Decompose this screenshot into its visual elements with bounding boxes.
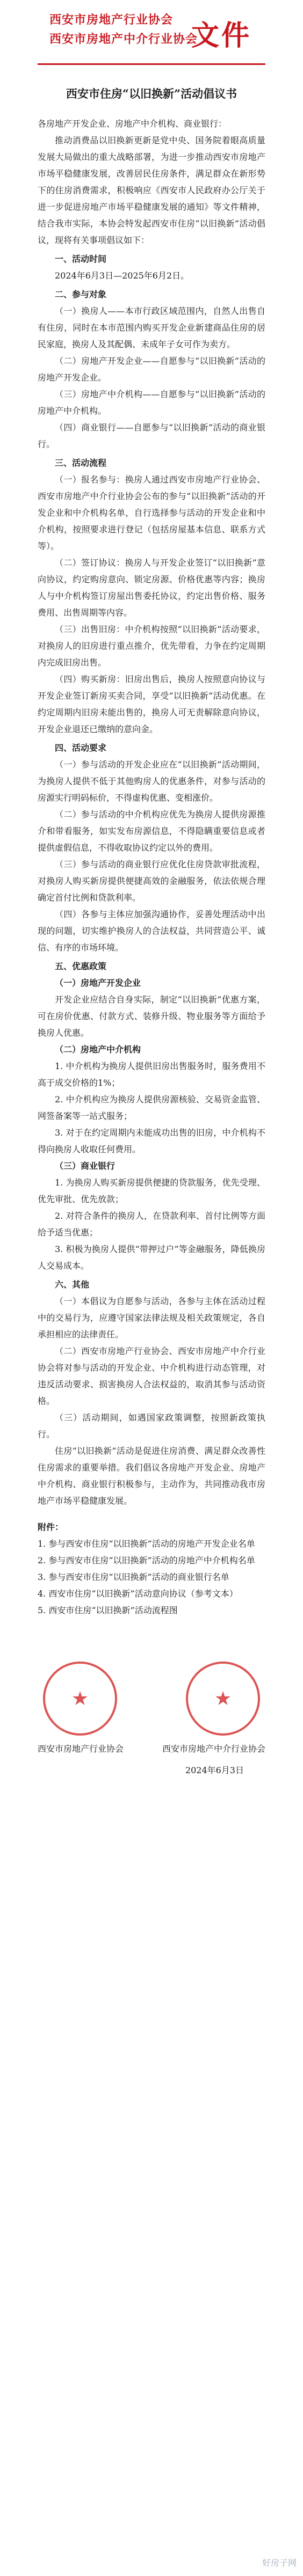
attachment-item: 1. 参与西安市住房“以旧换新”活动的房地产开发企业名单 [38,1539,255,1549]
body-paragraph: （一）报名参与：换房人通过西安市房地产行业协会、西安市房地产中介行业协会公布的参与“以旧换新”活动的开发企业和中介机构名单，自行选择参与活动的开发企业和中介机构，按照要求进行登记（包括房屋基本信息、联系方式等）。 [38,474,265,551]
seal-right-icon: ★ [186,1662,260,1736]
section-heading: 三、活动流程 [55,458,107,468]
body-paragraph: （一）换房人——本市行政区域范围内，自然人出售自有住房，同时在本市范围内购买开发企业新建商品住房的居民家庭，换房人及其配偶、未成年子女可作为卖方。 [38,306,265,349]
body-paragraph: （三）参与活动的商业银行应优化住房贷款审批流程，对换房人购买新房提供便捷高效的金融服务，依法依规合理确定首付比例和贷款利率。 [38,859,265,903]
body-paragraph: 1. 为换房人购买新房提供便捷的贷款服务，优先受理、优先审批、优先放款； [38,1177,265,1204]
signature-right: 西安市房地产中介行业协会 [162,1744,265,1754]
salutation: 各房地产开发企业、房地产中介机构、商业银行： [38,119,227,129]
body-paragraph: （四）商业银行——自愿参与“以旧换新”活动的商业银行。 [38,422,265,449]
body-paragraph: 3. 积极为换房人提供“带押过户”等金融服务，降低换房人交易成本。 [38,1244,265,1271]
signature-date: 2024年6月3日 [185,1765,244,1775]
attachments [38,1519,265,1619]
body-paragraph: （四）购买新房：旧房出售后，换房人按照意向协议与开发企业签订新房买卖合同，享受“以旧换新”活动优惠。在约定周期内旧房未能出售的，换房人可无责解除意向协议，开发企业退还已缴纳的意向金。 [38,674,265,734]
masthead-org-2: 西安市房地产中介行业协会 [49,32,198,46]
attachment-item: 5. 西安市住房“以旧换新”活动流程图 [38,1605,178,1615]
signature-area [38,1640,265,1801]
document-masthead [38,0,265,65]
masthead-doc-word: 文件 [191,19,251,52]
body-paragraph: （二）房地产开发企业——自愿参与“以旧换新”活动的房地产开发企业。 [38,356,265,383]
body-paragraph: 2. 对符合条件的换房人，在贷款利率、首付比例等方面给予适当优惠； [38,1211,265,1238]
section-heading: 四、活动要求 [55,743,107,753]
body-paragraph: 住房“以旧换新”活动是促进住房消费、满足群众改善性住房需求的重要举措。我们倡议各房地产开发企业、房地产中介机构、商业银行积极参与，主动作为，共同推动我市房地产市场平稳健康发展。 [38,1446,265,1506]
body-paragraph: （二）签订协议：换房人与开发企业签订“以旧换新”意向协议，约定购房意向、锁定房源、价格优惠等内容；换房人与中介机构签订房屋出售委托协议，约定出售价格、服务费用、出售周期等内容。 [38,558,265,618]
attachment-item: 2. 参与西安市住房“以旧换新”活动的房地产中介机构名单 [38,1555,255,1565]
seal-left-icon: ★ [43,1662,117,1736]
attachments-heading: 附件： [38,1522,64,1532]
subsection-heading: （一）房地产开发企业 [55,978,141,988]
section-heading: 五、优惠政策 [55,961,107,971]
body-paragraph: （三）房地产中介机构——自愿参与“以旧换新”活动的房地产中介机构。 [38,389,265,416]
attachment-item: 3. 参与西安市住房“以旧换新”活动的商业银行名单 [38,1572,229,1582]
attachments-list [38,1535,265,1619]
section-heading: 二、参与对象 [55,289,107,299]
signature-left: 西安市房地产行业协会 [38,1744,124,1754]
document-title: 西安市住房“以旧换新”活动倡议书 [66,87,237,100]
body-paragraph: 推动消费品以旧换新更新是党中央、国务院着眼高质量发展大局做出的重大战略部署，为进一步推动西安市房地产市场平稳健康发展，改善居民住房条件，满足群众在新形势下的住房消费需求，积极响应《西安市人民政府办公厅关于进一步促进房地产市场平稳健康发展的通知》等文件精神，结合我市实际，本协会特发起西安市住房“以旧换新”活动倡议，现将有关事项倡议如下： [38,135,265,245]
body-paragraph: （四）各参与主体应加强沟通协作，妥善处理活动中出现的问题，切实维护换房人的合法权益，共同营造公平、诚信、有序的市场环境。 [38,909,265,953]
body-paragraph: （三）活动期间，如遇国家政策调整，按照新政策执行。 [38,1413,265,1439]
attachment-item: 4. 西安市住房“以旧换新”活动意向协议（参考文本） [38,1589,238,1599]
section-heading: 六、其他 [55,1279,90,1290]
body-paragraph: 1. 中介机构为换房人提供旧房出售服务时，服务费用不高于成交价格的1%； [38,1061,265,1088]
masthead-org-1: 西安市房地产行业协会 [49,13,174,27]
section-heading: 一、活动时间 [55,254,107,264]
body-paragraph: 开发企业应结合自身实际，制定“以旧换新”优惠方案，可在房价优惠、付款方式、装修升级、物业服务等方面给予换房人优惠。 [38,994,265,1038]
body-paragraph: 2. 中介机构应为换房人提供房源核验、交易资金监管、网签备案等一站式服务； [38,1094,265,1121]
document-body [38,115,265,1509]
body-paragraph: 2024年6月3日—2025年6月2日。 [55,270,190,281]
body-paragraph: （三）出售旧房：中介机构按照“以旧换新”活动要求，对换房人的旧房进行重点推介，优先带看，力争在约定周期内完成旧房出售。 [38,624,265,668]
subsection-heading: （二）房地产中介机构 [55,1044,141,1055]
body-paragraph: （一）参与活动的开发企业应在“以旧换新”活动期间，为换房人提供不低于其他购房人的优惠条件，对参与活动的房源实行明码标价，不得虚构优惠、变相涨价。 [38,759,265,803]
subsection-heading: （三）商业银行 [55,1161,116,1171]
watermark: 好房子网 [262,2558,297,2568]
body-paragraph: 3. 对于在约定周期内未能成功出售的旧房，中介机构不得向换房人收取任何费用。 [38,1128,265,1154]
body-paragraph: （一）本倡议为自愿参与活动，各参与主体在活动过程中的交易行为，应遵守国家法律法规及相关政策规定，各自承担相应的法律责任。 [38,1296,265,1340]
body-paragraph: （二）西安市房地产行业协会、西安市房地产中介行业协会将对参与活动的开发企业、中介机构进行动态管理，对违反活动要求、损害换房人合法权益的，取消其参与活动资格。 [38,1346,265,1406]
body-paragraph: （二）参与活动的中介机构应优先为换房人提供房源推介和带看服务，如实发布房源信息，不得隐瞒重要信息或者提供虚假信息，不得收取协议约定以外的费用。 [38,809,265,853]
